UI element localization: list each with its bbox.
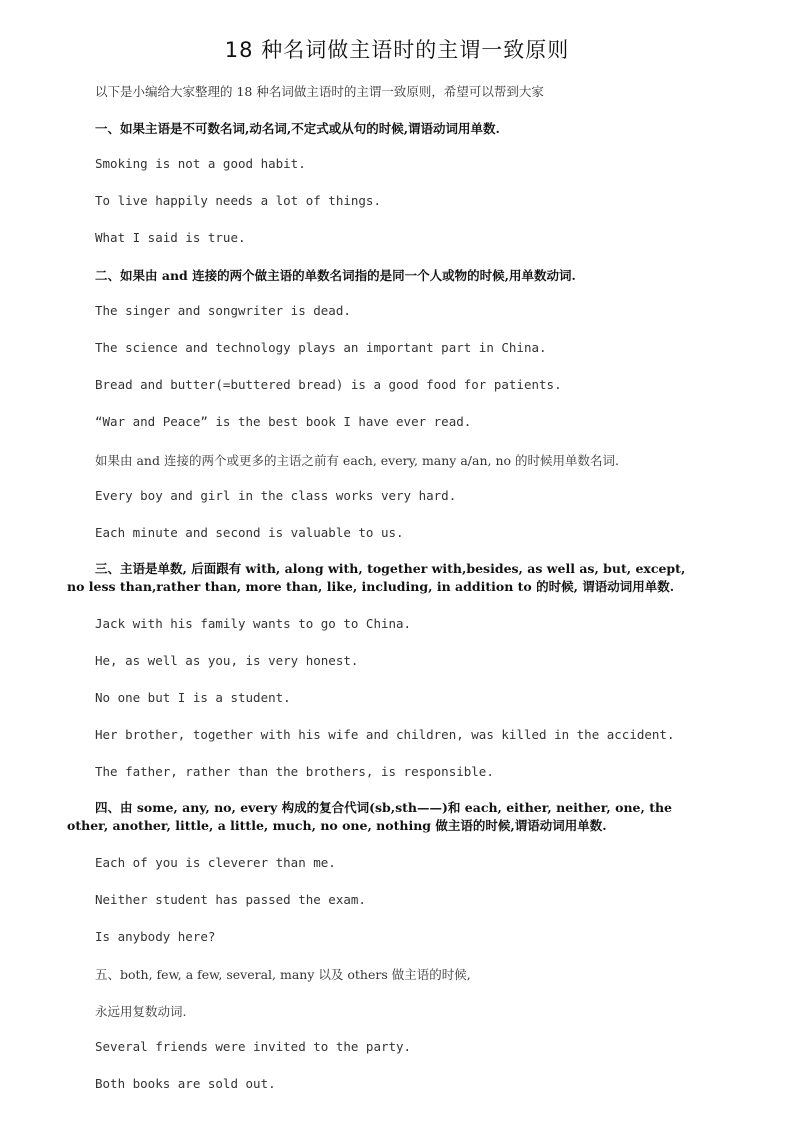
intro-text: 以下是小编给大家整理的 18 种名词做主语时的主谓一致原则，希望可以帮到大家	[95, 84, 544, 99]
example-line: Bread and butter(=buttered bread) is a good food for patients.	[95, 377, 562, 392]
section-3-heading	[67, 560, 727, 596]
example-line: Every boy and girl in the class works very hard.	[95, 488, 457, 503]
example-line: Several friends were invited to the party.	[95, 1039, 412, 1054]
section-1-heading: 一、如果主语是不可数名词,动名词,不定式或从句的时候,谓语动词用单数.	[95, 121, 500, 136]
section-2-heading: 二、如果由 and 连接的两个做主语的单数名词指的是同一个人或物的时候,用单数动词.	[95, 268, 576, 283]
section-4-heading	[67, 799, 727, 835]
example-line: The father, rather than the brothers, is responsible.	[95, 764, 494, 779]
section-5-subheading: 永远用复数动词.	[95, 1004, 187, 1019]
example-line: Each minute and second is valuable to us.	[95, 525, 404, 540]
example-line: What I said is true.	[95, 230, 246, 245]
example-line: The science and technology plays an important part in China.	[95, 340, 547, 355]
example-line: He, as well as you, is very honest.	[95, 653, 359, 668]
example-line: No one but I is a student.	[95, 690, 291, 705]
example-line: Both books are sold out.	[95, 1076, 276, 1091]
example-line: Jack with his family wants to go to China.	[95, 616, 412, 631]
example-line: Her brother, together with his wife and children, was killed in the accident.	[95, 727, 675, 742]
example-line: Neither student has passed the exam.	[95, 892, 366, 907]
example-line: To live happily needs a lot of things.	[95, 193, 381, 208]
section-4-heading-line-2: other, another, little, a little, much, no one, nothing 做主语的时候,谓语动词用单数.	[67, 818, 607, 833]
rule-note: 如果由 and 连接的两个或更多的主语之前有 each, every, many a/an, no 的时候用单数名词.	[95, 453, 619, 468]
section-3-heading-line-2: no less than,rather than, more than, like, including, in addition to 的时候, 谓语动词用单数.	[67, 579, 675, 594]
section-4-heading-line-1: 四、由 some, any, no, every 构成的复合代词(sb,sth——)和 each, either, neither, one, the	[95, 800, 673, 815]
example-line: Smoking is not a good habit.	[95, 156, 306, 171]
example-line: Is anybody here?	[95, 929, 216, 944]
example-line: “War and Peace” is the best book I have ever read.	[95, 414, 472, 429]
example-line: The singer and songwriter is dead.	[95, 303, 351, 318]
section-5-heading: 五、both, few, a few, several, many 以及 others 做主语的时候,	[95, 967, 471, 982]
document-title: 18 种名词做主语时的主谓一致原则	[224, 38, 570, 62]
section-3-heading-line-1: 三、主语是单数, 后面跟有 with, along with, together with,besides, as well as, but, except,	[95, 561, 686, 576]
example-line: Each of you is cleverer than me.	[95, 855, 336, 870]
